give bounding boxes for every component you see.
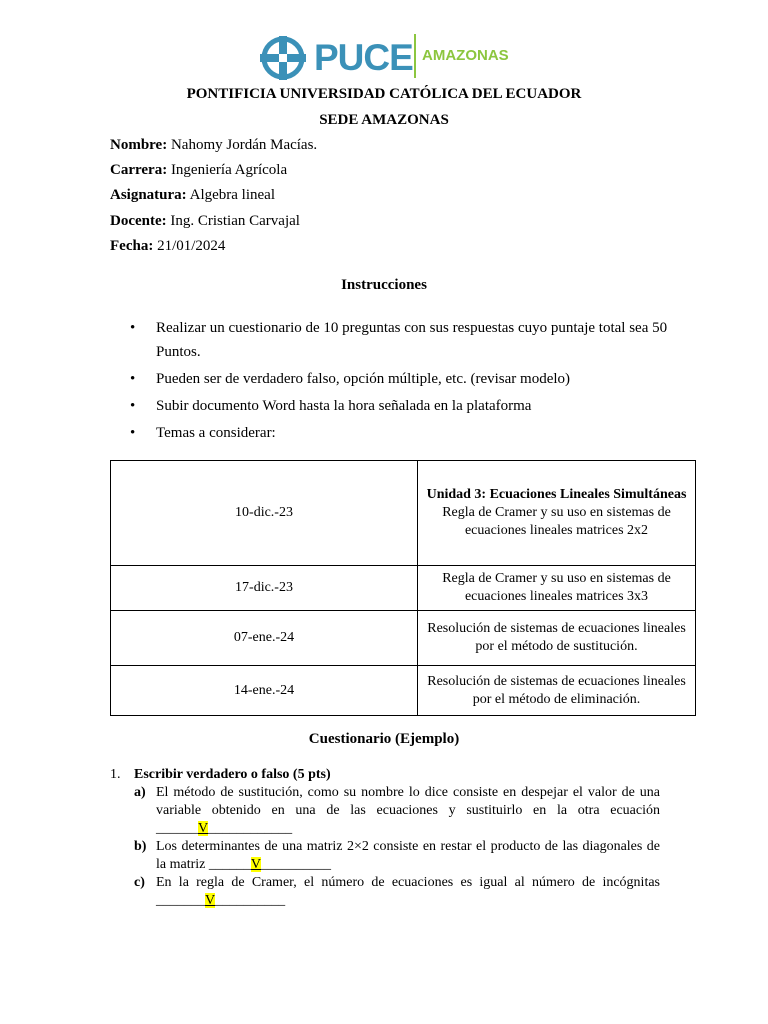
question-text: Escribir verdadero o falso (5 pts) <box>134 767 331 782</box>
date-cell: 10-dic.-23 <box>111 461 418 566</box>
field-nombre <box>110 137 317 154</box>
puce-cross-emblem-icon <box>258 36 308 80</box>
item-label: a) <box>134 785 146 800</box>
answer-highlight: V <box>250 857 261 872</box>
puce-logo <box>258 34 518 80</box>
answer-blank-before: ______ <box>208 857 251 872</box>
quiz-item-c <box>110 874 660 910</box>
field-label: Nombre: <box>110 137 168 153</box>
field-label: Carrera: <box>110 162 168 178</box>
list-item: • Realizar un cuestionario de 10 preguntas con sus respuestas cuyo puntaje total sea 50 Puntos. <box>130 316 670 364</box>
item-label: b) <box>134 839 147 854</box>
field-label: Asignatura: <box>110 187 187 203</box>
answer-blank-before: ______ <box>156 821 198 836</box>
quiz-item-a <box>110 784 660 838</box>
field-fecha <box>110 238 225 255</box>
date-cell: 17-dic.-23 <box>111 566 418 611</box>
quiz-item-b <box>110 838 660 874</box>
instructions-title: Instrucciones <box>341 277 427 293</box>
logo-campus-text: AMAZONAS <box>422 47 509 64</box>
unit-title: Unidad 3: Ecuaciones Lineales Simultáneas <box>426 487 687 502</box>
answer-highlight: V <box>198 821 209 836</box>
field-value: Algebra lineal <box>189 187 275 203</box>
topic-cell: Regla de Cramer y su uso en sistemas de ecuaciones lineales matrices 3x3 <box>418 566 696 611</box>
field-value: 21/01/2024 <box>157 238 226 254</box>
field-label: Fecha: <box>110 238 154 254</box>
date-cell: 07-ene.-24 <box>111 611 418 666</box>
list-item: • Temas a considerar: <box>130 421 670 445</box>
topic-text: Regla de Cramer y su uso en sistemas de ecuaciones lineales matrices 2x2 <box>442 505 671 538</box>
answer-blank-before: _______ <box>156 893 205 908</box>
logo-brand-text: PUCE <box>314 37 413 78</box>
answer-blank-after: __________ <box>261 857 331 872</box>
field-value: Ingeniería Agrícola <box>170 162 288 178</box>
quiz-title: Cuestionario (Ejemplo) <box>308 731 460 747</box>
university-title: PONTIFICIA UNIVERSIDAD CATÓLICA DEL ECUADOR <box>186 86 582 102</box>
topic-cell <box>418 461 696 566</box>
item-text: En la regla de Cramer, el número de ecuaciones es igual al número de incógnitas <box>156 875 660 890</box>
field-asignatura <box>110 187 275 204</box>
table-row <box>111 566 696 611</box>
field-carrera <box>110 162 287 179</box>
table-row <box>111 461 696 566</box>
list-item: • Pueden ser de verdadero falso, opción múltiple, etc. (revisar modelo) <box>130 367 670 391</box>
question-title <box>110 766 660 784</box>
field-label: Docente: <box>110 213 167 229</box>
answer-blank-after: ____________ <box>208 821 293 836</box>
item-text: El método de sustitución, como su nombre lo dice consiste en despejar el valor de una variable obtenido en una de las ecuaciones y sustituirlo en la otra ecuación <box>156 785 660 818</box>
topics-table <box>110 460 696 716</box>
instructions-list <box>130 316 670 448</box>
topic-cell: Resolución de sistemas de ecuaciones lineales por el método de sustitución. <box>418 611 696 666</box>
topic-cell: Resolución de sistemas de ecuaciones lineales por el método de eliminación. <box>418 666 696 716</box>
logo-divider <box>414 34 416 78</box>
table-row <box>111 611 696 666</box>
item-text: Los determinantes de una matriz 2×2 consiste en restar el producto de las diagonales de la matriz <box>156 839 660 872</box>
campus-title: SEDE AMAZONAS <box>319 112 449 128</box>
item-label: c) <box>134 875 145 890</box>
answer-highlight: V <box>205 893 216 908</box>
question-number: 1. <box>110 767 121 782</box>
field-docente <box>110 213 300 230</box>
date-cell: 14-ene.-24 <box>111 666 418 716</box>
table-row <box>111 666 696 716</box>
answer-blank-after: __________ <box>215 893 286 908</box>
list-item: • Subir documento Word hasta la hora señalada en la plataforma <box>130 394 670 418</box>
quiz-section <box>110 766 660 910</box>
field-value: Nahomy Jordán Macías. <box>170 137 318 153</box>
field-value: Ing. Cristian Carvajal <box>170 213 300 229</box>
